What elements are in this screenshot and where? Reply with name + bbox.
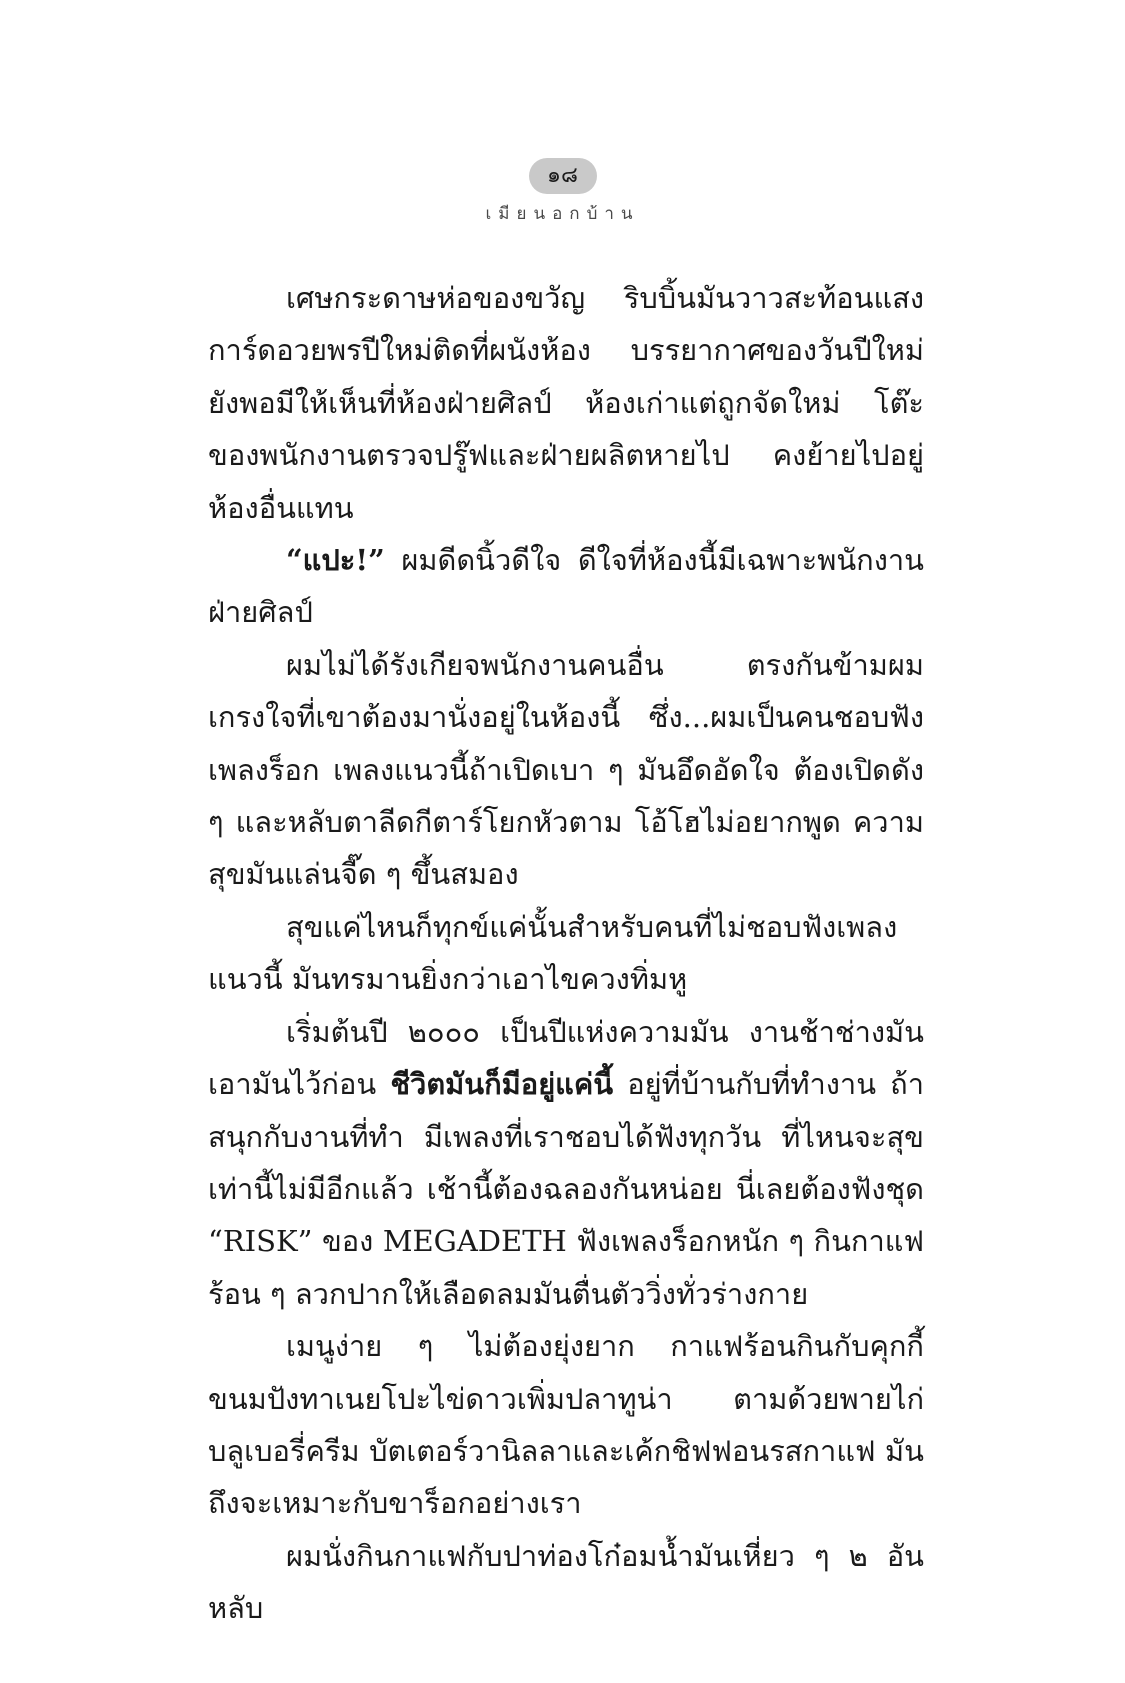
paragraph xyxy=(208,1530,924,1635)
paragraph xyxy=(208,901,924,1006)
running-title: เมียนอกบ้าน xyxy=(485,204,640,224)
page-header xyxy=(0,158,1125,227)
paragraph xyxy=(208,534,924,639)
text-run: เศษกระดาษห่อของขวัญ ริบบิ้นมันวาวสะท้อนแสง การ์ดอวยพรปีใหม่ติดที่ผนังห้อง บรรยากาศของวันปีใหม่ยังพอมีให้เห็นที่ห้องฝ่ายศิลป์ ห้องเก่าแต่ถูกจัดใหม่ โต๊ะของพนักงานตรวจปรู๊ฟและฝ่ายผลิตหายไป คงย้ายไปอยู่ห้องอื่นแทน xyxy=(208,281,924,525)
bold-text-run: ชีวิตมันก็มีอยู่แค่นี้ xyxy=(390,1067,614,1102)
paragraph xyxy=(208,639,924,901)
paragraph xyxy=(208,1320,924,1530)
paragraph xyxy=(208,272,924,534)
text-run: ผมไม่ได้รังเกียจพนักงานคนอื่น ตรงกันข้ามผมเกรงใจที่เขาต้องมานั่งอยู่ในห้องนี้ ซึ่ง...ผมเป็นคนชอบฟังเพลงร็อก เพลงแนวนี้ถ้าเปิดเบา ๆ มันอึดอัดใจ ต้องเปิดดัง ๆ และหลับตาลีดกีตาร์โยกหัวตาม โอ้โฮไม่อยากพูด ความสุขมันแล่นจี๊ด ๆ ขึ้นสมอง xyxy=(208,647,924,892)
bold-text-run: “แปะ!” xyxy=(286,543,385,578)
text-run: สุขแค่ไหนก็ทุกข์แค่นั้นสำหรับคนที่ไม่ชอบฟังเพลงแนวนี้ มันทรมานยิ่งกว่าเอาไขควงทิ่มหู xyxy=(208,909,898,997)
page-number-badge: ๑๘ xyxy=(529,158,597,194)
text-run: เริ่มต้นปี ๒๐๐๐ เป็นปีแห่งความมัน งานช้าช่างมันเอามันไว้ก่อน xyxy=(208,1014,924,1102)
text-run: ผมนั่งกินกาแฟกับปาท่องโก๋อมน้ำมันเหี่ยว ๆ ๒ อัน หลับ xyxy=(208,1538,924,1626)
paragraph xyxy=(208,1006,924,1320)
body-text xyxy=(208,272,924,1635)
text-run: ผมดีดนิ้วดีใจ ดีใจที่ห้องนี้มีเฉพาะพนักงานฝ่ายศิลป์ xyxy=(208,543,924,630)
text-run: อยู่ที่บ้านกับที่ทำงาน ถ้าสนุกกับงานที่ทำ มีเพลงที่เราชอบได้ฟังทุกวัน ที่ไหนจะสุขเท่านี้ไม่มีอีกแล้ว เช้านี้ต้องฉลองกันหน่อย นี่เลยต้องฟังชุด “RISK” ของ MEGADETH ฟังเพลงร็อกหนัก ๆ กินกาแฟร้อน ๆ ลวกปากให้เลือดลมมันตื่นตัววิ่งทั่วร่างกาย xyxy=(208,1067,924,1311)
text-run: เมนูง่าย ๆ ไม่ต้องยุ่งยาก กาแฟร้อนกินกับคุกกี้ ขนมปังทาเนยโปะไข่ดาวเพิ่มปลาทูน่า ตามด้วยพายไก่ บลูเบอรี่ครีม บัตเตอร์วานิลลาและเค้กชิฟฟอนรสกาแฟ มันถึงจะเหมาะกับขาร็อกอย่างเรา xyxy=(208,1329,924,1521)
